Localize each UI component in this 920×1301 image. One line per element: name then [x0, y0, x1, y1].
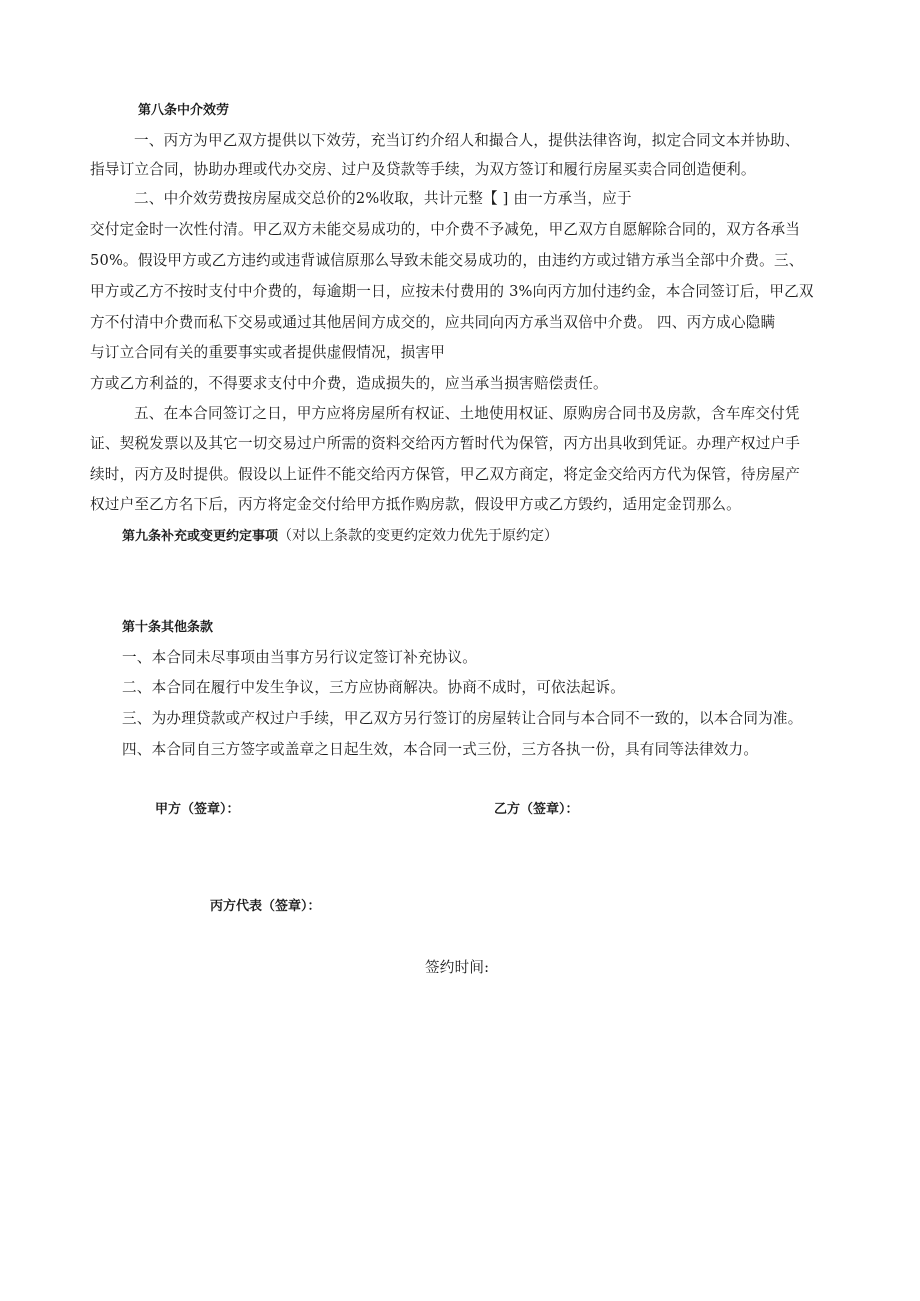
- section8-line-8: 与订立合同有关的重要事实或者提供虚假情况，损害甲: [90, 344, 446, 361]
- section10-line-2: 二、本合同在履行中发生争议，三方应协商解决。协商不成时，可依法起诉。: [122, 679, 625, 696]
- section8-line-13: 权过户至乙方名下后，丙方将定金交付给甲方抵作购房款，假设甲方或乙方毁约，适用定金罚那么。: [90, 496, 741, 513]
- section8-line-4: 交付定金时一次性付清。甲乙双方未能交易成功的，中介费不予减免，甲乙双方自愿解除合同的，双方各承当: [90, 221, 801, 238]
- section9-heading-note: （对以上条款的变更约定效力优先于原约定）: [278, 528, 559, 544]
- party-b-signature-label: 乙方（签章）：: [494, 802, 579, 817]
- section8-heading: 第八条中介效劳: [138, 103, 230, 118]
- signing-date-label: 签约时间:: [425, 959, 490, 976]
- section8-line-5: 50%。假设甲方或乙方违约或违背诚信原那么导致未能交易成功的，由违约方或过错方承当全部中介费。三、: [90, 252, 804, 269]
- section10-line-4: 四、本合同自三方签字或盖章之日起生效，本合同一式三份，三方各执一份，具有同等法律效力。: [122, 741, 759, 758]
- section8-line-3: 二、中介效劳费按房屋成交总价的2%收取，共计元整【 ] 由一方承当，应于: [134, 190, 632, 207]
- section10-line-3: 三、为办理贷款或产权过户手续，甲乙双方另行签订的房屋转让合同与本合同不一致的，以本合同为准。: [122, 710, 803, 727]
- section10-heading: 第十条其他条款: [122, 620, 214, 635]
- section8-line-2: 指导订立合同，协助办理或代办交房、过户及贷款等手续，为双方签订和履行房屋买卖合同创造便利。: [90, 161, 756, 178]
- section8-line-7: 方不付清中介费而私下交易或通过其他居间方成交的，应共同向丙方承当双倍中介费。 四、丙方成心隐瞒: [90, 314, 776, 331]
- party-c-signature-label: 丙方代表（签章）：: [210, 899, 321, 914]
- section8-line-12: 续时，丙方及时提供。假设以上证件不能交给丙方保管，甲乙双方商定，将定金交给丙方代为保管，待房屋产: [90, 466, 801, 483]
- section8-line-1: 一、丙方为甲乙双方提供以下效劳，充当订约介绍人和撮合人，提供法律咨询，拟定合同文本并协助、: [134, 132, 800, 149]
- section8-line-9: 方或乙方利益的，不得要求支付中介费，造成损失的，应当承当损害赔偿责任。: [90, 375, 608, 392]
- section8-line-11: 证、契税发票以及其它一切交易过户所需的资料交给丙方暂时代为保管，丙方出具收到凭证。办理产权过户手: [90, 435, 801, 452]
- section8-line-6: 甲方或乙方不按时支付中介费的，每逾期一日，应按未付费用的 3%向丙方加付违约金，本合同签订后，甲乙双: [90, 283, 814, 300]
- section10-line-1: 一、本合同未尽事项由当事方另行议定签订补充协议。: [122, 649, 478, 666]
- party-a-signature-label: 甲方（签章）：: [155, 802, 240, 817]
- section9-heading: [122, 526, 558, 547]
- section8-line-10: 五、在本合同签订之日，甲方应将房屋所有权证、土地使用权证、原购房合同书及房款，含车库交付凭: [134, 405, 800, 422]
- section9-heading-title: 第九条补充或变更约定事项: [122, 529, 279, 544]
